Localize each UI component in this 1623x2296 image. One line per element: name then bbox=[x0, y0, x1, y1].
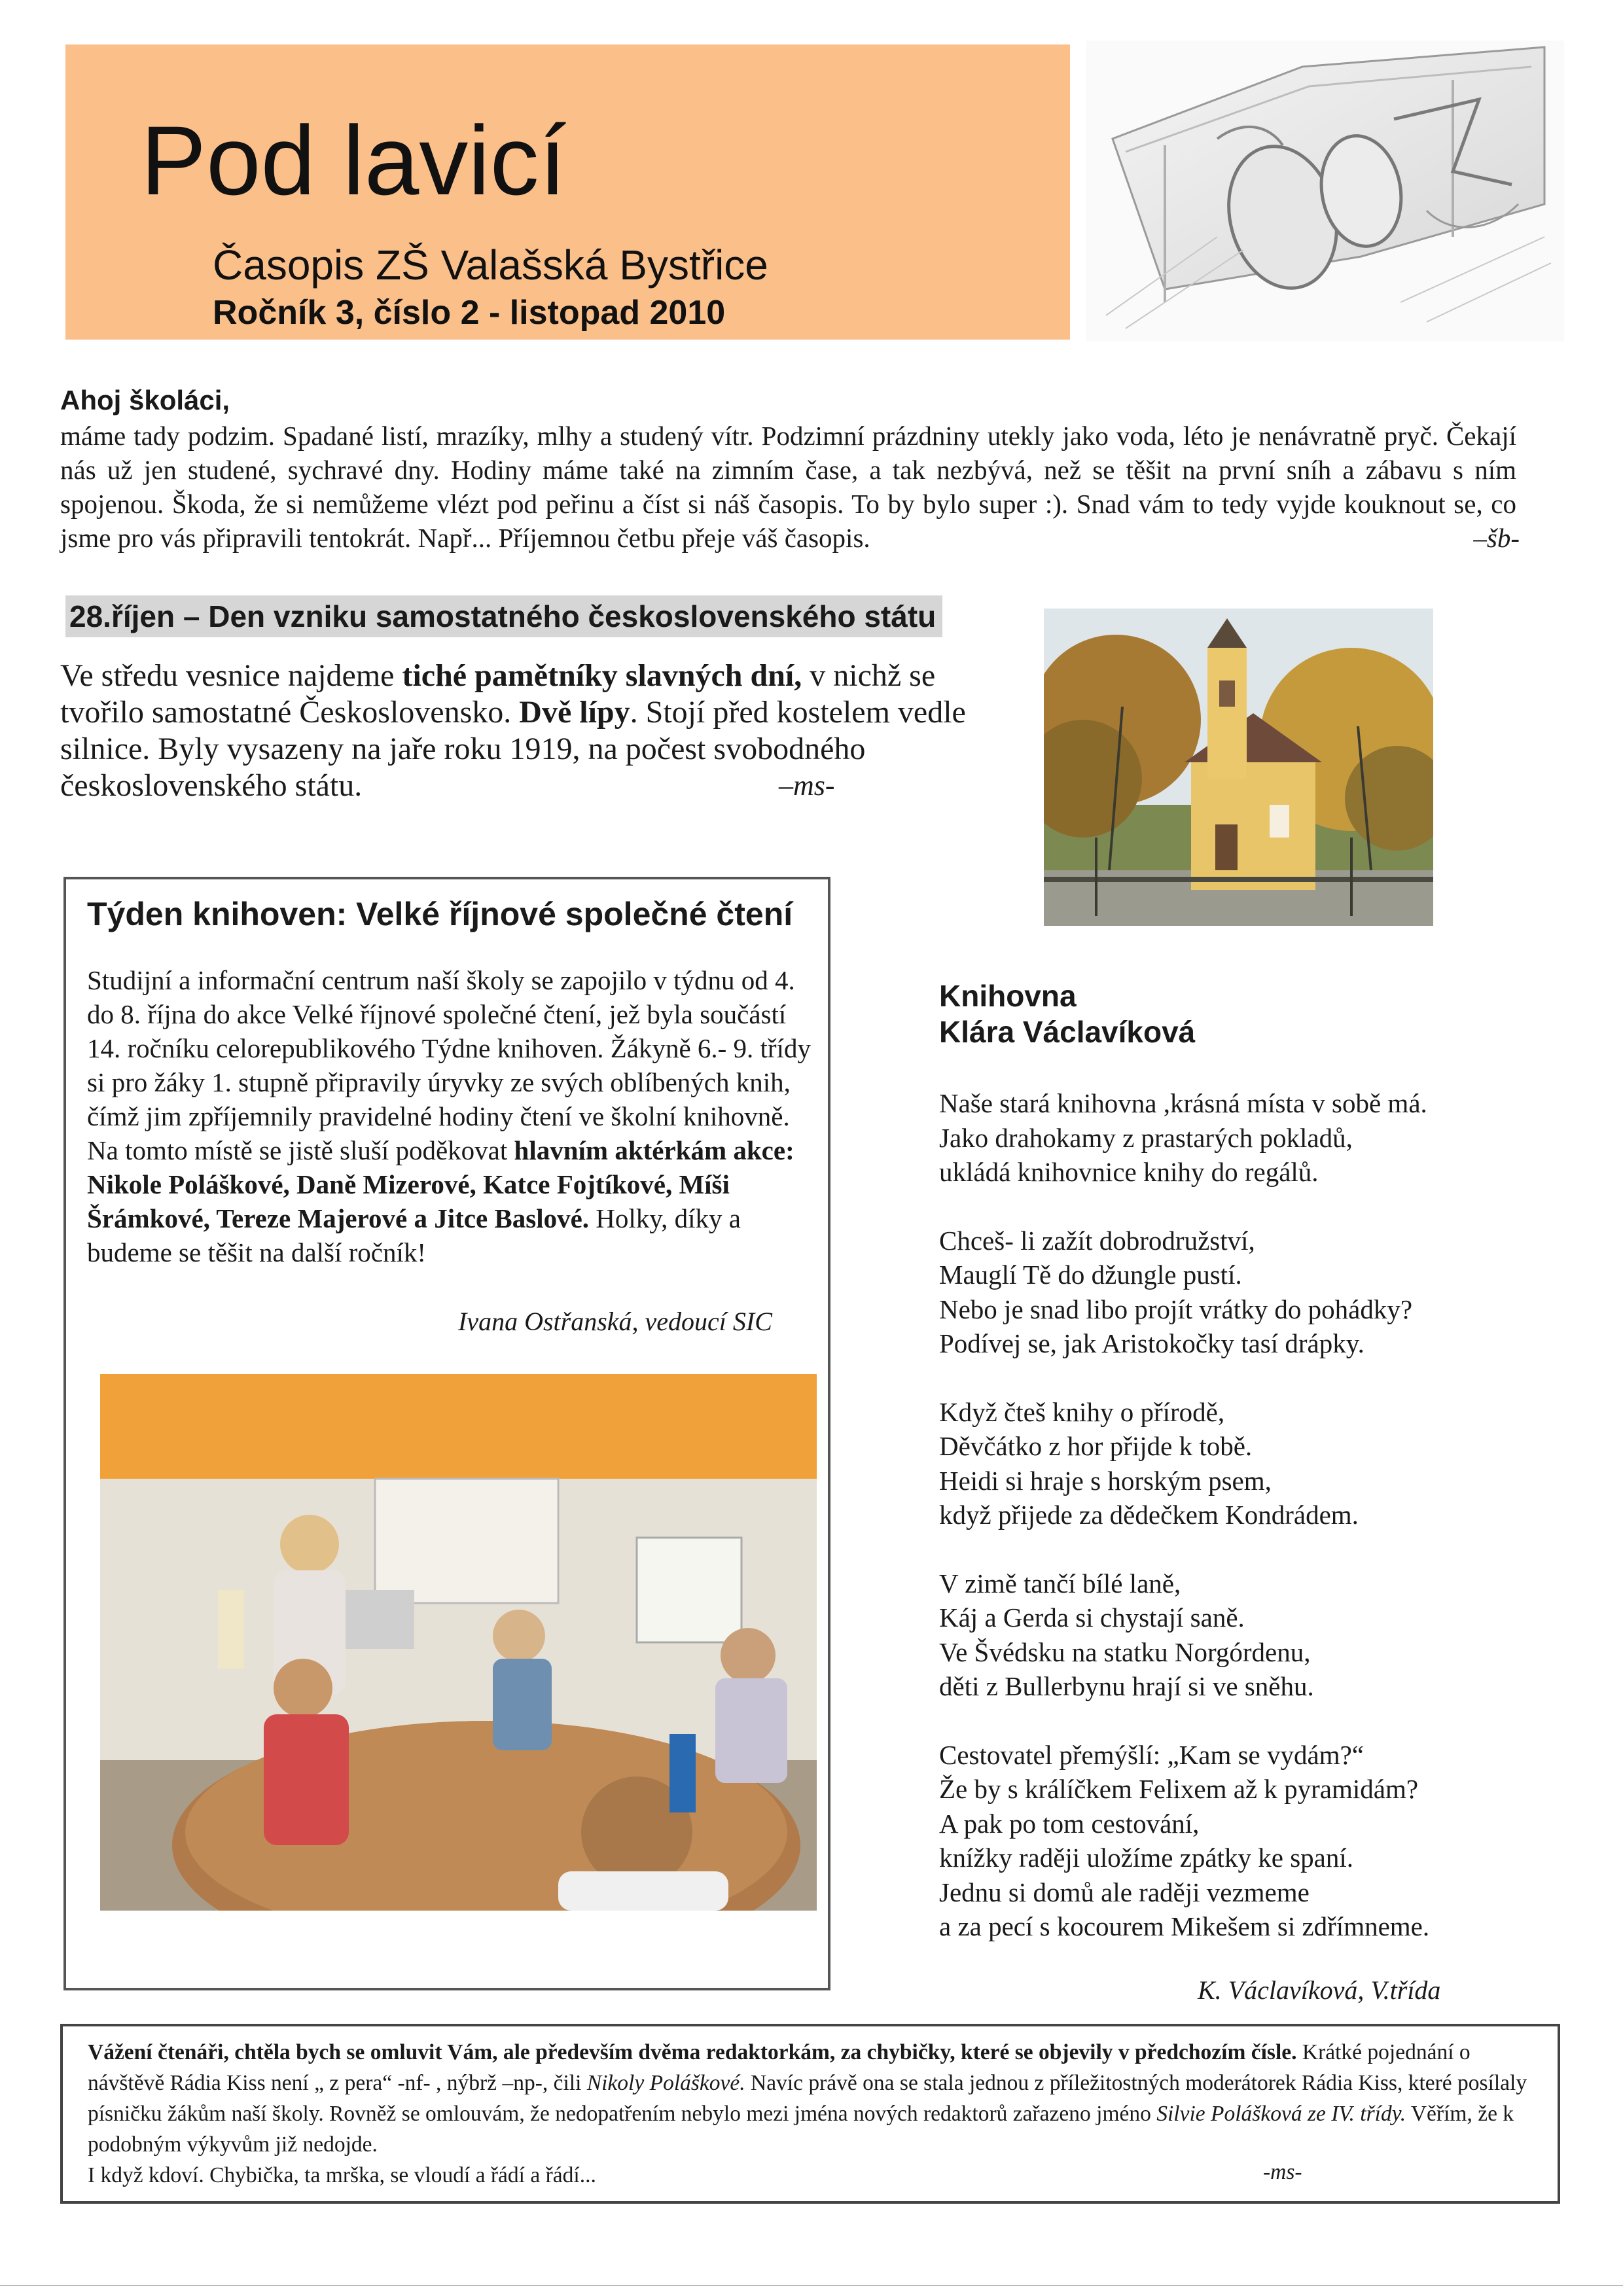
october-text-part: v nichž se tvořilo samostatné Československo. bbox=[60, 658, 936, 730]
poem-line: Heidi si hraje s horským psem, bbox=[939, 1465, 1272, 1496]
poem-body bbox=[939, 1086, 1567, 1978]
library-week-text bbox=[87, 963, 813, 1269]
poem-stanza bbox=[939, 1566, 1567, 1704]
apology-text-part: Krátké pojednání o návštěvě Rádia Kiss není „ z pera“ -nf- , nýbrž –np-, čili bbox=[88, 2040, 1471, 2095]
pod-lavici-logo-icon bbox=[1086, 41, 1564, 342]
poem-title: Knihovna bbox=[939, 979, 1077, 1013]
apology-signature: -ms- bbox=[1263, 2160, 1302, 2184]
poem-line: Mauglí Tě do džungle pustí. bbox=[939, 1260, 1242, 1290]
greeting: Ahoj školáci, bbox=[60, 385, 230, 415]
poem-line: Káj a Gerda si chystají saně. bbox=[939, 1602, 1245, 1633]
poem-line: Podívej se, jak Aristokočky tasí drápky. bbox=[939, 1328, 1364, 1358]
intro-signature: –šb- bbox=[1473, 523, 1520, 553]
october-article-text bbox=[60, 658, 1003, 804]
poem-line: když přijede za dědečkem Kondrádem. bbox=[939, 1500, 1359, 1530]
library-bold-part: hlavním aktérkám akce: Nikole Poláškové, Daně Mizerové, Katce Fojtíkové, Míši Šrámkové, Tereze Majerové a Jitce Baslové. bbox=[87, 1135, 794, 1233]
poem-line: Ve Švédsku na statku Norgórdenu, bbox=[939, 1636, 1311, 1667]
poem-line: Cestovatel přemýšlí: „Kam se vydám?“ bbox=[939, 1739, 1364, 1770]
october-bold-part: Dvě lípy bbox=[519, 695, 630, 730]
library-text-part: Holky, díky a budeme se těšit na další ročník! bbox=[87, 1203, 741, 1267]
poem-stanza bbox=[939, 1224, 1567, 1361]
apology-bold-part: Vážení čtenáři, chtěla bych se omluvit Vám, ale především dvěma redaktorkám, za chybičky, které se objevily v předchozím čísle. bbox=[88, 2040, 1297, 2064]
poem-stanza bbox=[939, 1086, 1567, 1190]
apology-italic-part: Silvie Polášková ze IV. třídy. bbox=[1156, 2102, 1406, 2126]
poem-line: Chceš- li zažít dobrodružství, bbox=[939, 1225, 1255, 1256]
poem-stanza bbox=[939, 1738, 1567, 1944]
poem-line: Že by s králíčkem Felixem až k pyramidám? bbox=[939, 1774, 1419, 1804]
poem-line: ukládá knihovnice knihy do regálů. bbox=[939, 1157, 1319, 1187]
bottom-divider bbox=[0, 2285, 1623, 2286]
october-text-part: . Stojí před kostelem vedle silnice. Byly vysazeny na jaře roku 1919, na počest svobodného československého státu. bbox=[60, 695, 966, 803]
issue-info: Ročník 3, číslo 2 - listopad 2010 bbox=[213, 294, 726, 332]
october-article-heading: 28.říjen – Den vzniku samostatného československého státu bbox=[65, 595, 942, 637]
october-bold-part: tiché pamětníky slavných dní, bbox=[402, 658, 802, 693]
poem-line: A pak po tom cestování, bbox=[939, 1808, 1200, 1839]
october-article-signature: –ms- bbox=[779, 769, 835, 802]
magazine-title: Pod lavicí bbox=[141, 105, 567, 215]
church-photo bbox=[1044, 609, 1433, 926]
magazine-subtitle: Časopis ZŠ Valašská Bystřice bbox=[213, 241, 768, 289]
poem-line: Nebo je snad libo projít vrátky do pohádky? bbox=[939, 1294, 1413, 1324]
poem-line: V zimě tančí bílé laně, bbox=[939, 1568, 1181, 1598]
apology-text bbox=[88, 2037, 1527, 2160]
poem-line: Děvčátko z hor přijde k tobě. bbox=[939, 1431, 1253, 1461]
intro-text: máme tady podzim. Spadané listí, mrazíky, mlhy a studený vítr. Podzimní prázdniny utekly jako voda, léto je nenávratně pryč. Čekají nás už jen studené, sychravé dny. Hodiny máme také na zimním čase, a tak nezbývá, než se těšit na první sníh a zábavu s ním spojenou. Škoda, že si nemůžeme vlézt pod peřinu a číst si náš časopis. To by bylo super :). Snad vám to tedy vyjde kouknout se, co jsme pro vás připravili tentokrát. Např... Příjemnou četbu přeje váš časopis. bbox=[60, 421, 1516, 553]
poem-line: Když čteš knihy o přírodě, bbox=[939, 1396, 1225, 1427]
poem-line: Jednu si domů ale raději vezmeme bbox=[939, 1877, 1310, 1907]
reading-class-photo bbox=[100, 1374, 817, 1911]
poem-author-heading: Klára Václavíková bbox=[939, 1015, 1196, 1049]
poem-line: knížky raději uložíme zpátky ke spaní. bbox=[939, 1843, 1354, 1873]
poem-signature: K. Václavíková, V.třída bbox=[1198, 1975, 1441, 2005]
library-text-part: Studijní a informační centrum naší školy se zapojilo v týdnu od 4. do 8. října do akce Velké říjnové společné čtení, jež byla součástí 14. ročníku celorepublikového Týdne knihoven. Žákyně 6.- 9. třídy si pro žáky 1. stupně připravily úryvky ze svých oblíbených knih, čímž jim zpříjemnily pravidelné hodiny čtení ve školní knihovně. Na tomto místě se jistě sluší poděkovat bbox=[87, 965, 811, 1165]
library-week-heading: Týden knihoven: Velké říjnové společné čtení bbox=[87, 896, 793, 932]
october-text-part: Ve středu vesnice najdeme bbox=[60, 658, 402, 693]
apology-italic-part: Nikoly Poláškové. bbox=[586, 2071, 745, 2095]
library-week-signature: Ivana Ostřanská, vedoucí SIC bbox=[458, 1307, 772, 1336]
apology-last-line: I když kdoví. Chybička, ta mrška, se vloudí a řádí a řádí... bbox=[88, 2163, 596, 2187]
apology-text-part: Navíc právě ona se stala jednou z příležitostných moderátorek Rádia Kiss, které posílaly písničku žákům naší školy. Rovněž se omlouvám, že nedopatřením nebylo mezi jména nových redaktorů zařazeno jméno bbox=[88, 2071, 1527, 2126]
poem-line: děti z Bullerbynu hrají si ve sněhu. bbox=[939, 1671, 1314, 1701]
poem-line: Jako drahokamy z prastarých pokladů, bbox=[939, 1122, 1353, 1153]
apology-text-part: Věřím, že k podobným výkyvům již nedojde. bbox=[88, 2102, 1514, 2157]
poem-line: a za pecí s kocourem Mikešem si zdřímneme. bbox=[939, 1911, 1430, 1941]
poem-line: Naše stará knihovna ,krásná místa v sobě má. bbox=[939, 1088, 1427, 1118]
poem-stanza bbox=[939, 1395, 1567, 1532]
